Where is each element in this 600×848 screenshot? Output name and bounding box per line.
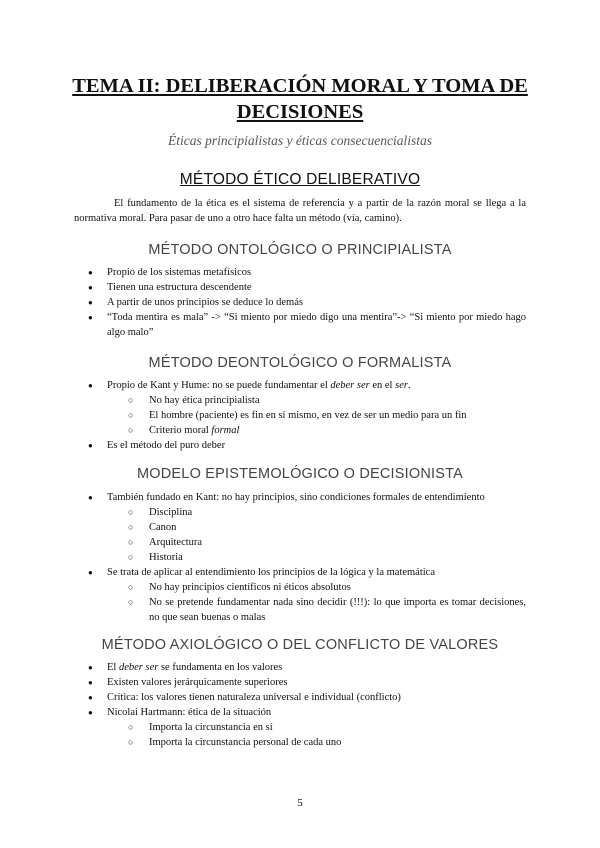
sublist bbox=[107, 580, 526, 625]
list-item: ● “Toda mentira es mala” -> “Si miento por miedo digo una mentira”-> “Si miento por miedo hago algo malo” bbox=[74, 310, 526, 340]
text-segment: en el bbox=[369, 380, 396, 391]
sublist-item: ○ Importa la circunstancia en sí bbox=[107, 720, 526, 735]
main-heading: MÉTODO ÉTICO DELIBERATIVO bbox=[179, 171, 421, 188]
sublist-item: ○ No se pretende fundamentar nada sino decidir (!!!): lo que importa es tomar decisiones, no que sean buenas o malas bbox=[107, 595, 526, 625]
title-line-2: DECISIONES bbox=[236, 101, 364, 123]
sublist bbox=[107, 720, 526, 750]
list-item: ● Crítica: los valores tienen naturaleza universal e individual (conflicto) bbox=[74, 690, 526, 705]
sublist-item: ○ Historia bbox=[107, 550, 526, 565]
intro-paragraph: El fundamento de la ética es el sistema de referencia y a partir de la razón moral se llega a la normativa moral. Para pasar de uno a otro hace falta un método (vía, camino). bbox=[74, 198, 526, 224]
list-item: ● Propio de los sistemas metafísicos bbox=[74, 265, 526, 280]
list-item: ● Tienen una estructura descendente bbox=[74, 280, 526, 295]
text-segment: También fundado en Kant: no hay principios, sino condiciones formales de entendimiento bbox=[107, 492, 485, 503]
list-deontologico bbox=[74, 378, 526, 453]
list-epistemologico bbox=[74, 490, 526, 625]
list-item bbox=[74, 705, 526, 750]
text-segment: . bbox=[407, 380, 411, 391]
emphasis: deber ser bbox=[330, 380, 370, 391]
emphasis: ser bbox=[395, 380, 408, 391]
section-heading-deontologico: MÉTODO DEONTOLÓGICO O FORMALISTA bbox=[148, 355, 452, 371]
sublist-item: ○ No hay principios científicos ni éticos absolutos bbox=[107, 580, 526, 595]
list-axiologico bbox=[74, 660, 526, 750]
sublist-item: ○ No hay ética principialista bbox=[107, 393, 526, 408]
sublist-item: ○ Canon bbox=[107, 520, 526, 535]
list-ontologico bbox=[74, 265, 526, 340]
page-number: 5 bbox=[297, 797, 303, 809]
sublist bbox=[107, 393, 526, 438]
section-heading-ontologico: MÉTODO ONTOLÓGICO O PRINCIPIALISTA bbox=[148, 242, 452, 258]
list-item bbox=[74, 660, 526, 675]
sublist-item: ○ Importa la circunstancia personal de cada uno bbox=[107, 735, 526, 750]
text-segment: Nicolai Hartmann: ética de la situación bbox=[107, 707, 272, 718]
list-item: ● Existen valores jerárquicamente superiores bbox=[74, 675, 526, 690]
list-item: ● Es el método del puro deber bbox=[74, 438, 526, 453]
list-item: ● A partir de unos principios se deduce lo demás bbox=[74, 295, 526, 310]
sublist-item: ○ El hombre (paciente) es fin en sí mismo, en vez de ser un medio para un fin bbox=[107, 408, 526, 423]
list-item bbox=[74, 565, 526, 625]
subtitle: Éticas principialistas y éticas consecuencialistas bbox=[168, 133, 432, 148]
text-segment: se fundamenta en los valores bbox=[158, 662, 283, 673]
emphasis: deber ser bbox=[118, 662, 159, 673]
section-heading-axiologico: MÉTODO AXIOLÓGICO O DEL CONFLICTO DE VALORES bbox=[101, 637, 499, 653]
list-item bbox=[74, 490, 526, 565]
text-segment: Se trata de aplicar al entendimiento los principios de la lógica y la matemática bbox=[107, 567, 436, 578]
text-segment: El bbox=[107, 662, 119, 673]
list-item bbox=[74, 378, 526, 438]
emphasis: formal bbox=[211, 425, 240, 436]
sublist-item bbox=[107, 423, 526, 438]
title-line-1: TEMA II: DELIBERACIÓN MORAL Y TOMA DE bbox=[72, 75, 528, 97]
text-segment: Propio de Kant y Hume: no se puede fundamentar el bbox=[107, 380, 331, 391]
sublist-item: ○ Arquitectura bbox=[107, 535, 526, 550]
sublist bbox=[107, 505, 526, 565]
section-heading-epistemologico: MODELO EPISTEMOLÓGICO O DECISIONISTA bbox=[137, 466, 463, 482]
sublist-item: ○ Disciplina bbox=[107, 505, 526, 520]
text-segment: Criterio moral bbox=[149, 425, 212, 436]
